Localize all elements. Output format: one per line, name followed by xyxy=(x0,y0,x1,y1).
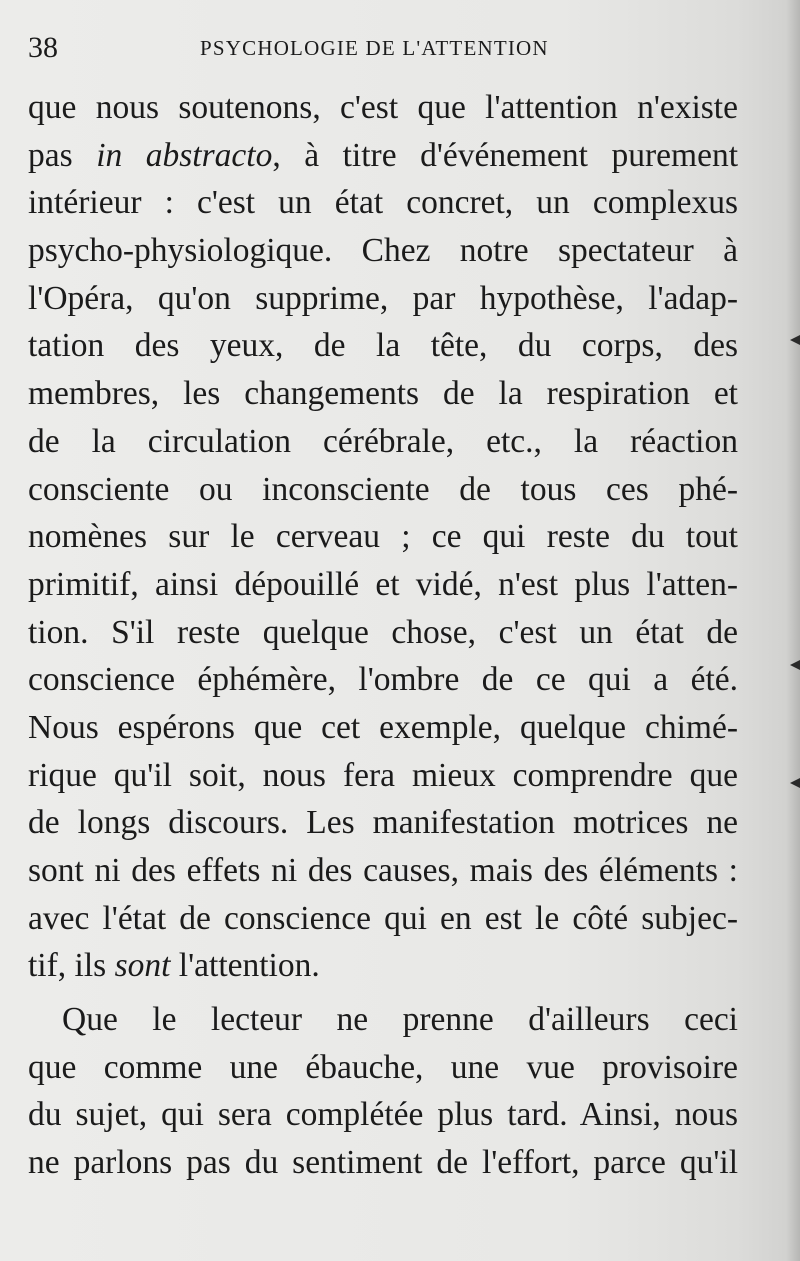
text-line: Nous espérons que cet exemple, quelque chimé- xyxy=(28,708,738,746)
text-segment: tif, ils xyxy=(28,947,107,985)
page-edge-shadow xyxy=(786,0,800,1261)
text-line: tion. S'il reste quelque chose, c'est un état de xyxy=(28,613,738,651)
page-header xyxy=(28,30,738,66)
text-segment: l'attention. xyxy=(178,947,320,985)
running-title: PSYCHOLOGIE DE L'ATTENTION xyxy=(200,36,549,60)
text-segment: pas xyxy=(28,136,73,174)
text-line: Que le lecteur ne prenne d'ailleurs ceci xyxy=(62,1001,738,1039)
italic-word: sont xyxy=(114,947,171,985)
text-line: psycho-physiologique. Chez notre spectateur à xyxy=(28,232,738,270)
text-segment: , à titre d'événement purement xyxy=(272,136,738,174)
text-line: avec l'état de conscience qui en est le côté subjec- xyxy=(28,899,738,937)
italic-phrase: in abstracto xyxy=(96,136,273,174)
text-line xyxy=(28,132,738,180)
margin-marker-icon xyxy=(790,778,800,788)
text-line: du sujet, qui sera complétée plus tard. Ainsi, nous xyxy=(28,1096,738,1134)
margin-marker-icon xyxy=(790,660,800,670)
text-line: conscience éphémère, l'ombre de ce qui a été. xyxy=(28,661,738,699)
text-line xyxy=(28,942,738,990)
text-line: consciente ou inconsciente de tous ces phé- xyxy=(28,470,738,508)
page-number: 38 xyxy=(28,31,58,64)
text-line: tation des yeux, de la tête, du corps, des xyxy=(28,327,738,365)
margin-marker-icon xyxy=(790,335,800,345)
body-text xyxy=(28,84,738,1187)
text-line: sont ni des effets ni des causes, mais des éléments : xyxy=(28,852,738,889)
text-line: primitif, ainsi dépouillé et vidé, n'est plus l'atten- xyxy=(28,565,738,603)
text-line: membres, les changements de la respiration et xyxy=(28,375,738,413)
text-line: ne parlons pas du sentiment de l'effort, parce qu'il xyxy=(28,1144,738,1182)
text-line: nomènes sur le cerveau ; ce qui reste du tout xyxy=(28,518,738,556)
text-line: que nous soutenons, c'est que l'attention n'existe xyxy=(28,89,738,126)
text-line: de longs discours. Les manifestation motrices ne xyxy=(28,804,738,842)
text-line: de la circulation cérébrale, etc., la réaction xyxy=(28,422,738,460)
text-line: intérieur : c'est un état concret, un complexus xyxy=(28,184,738,222)
text-line: l'Opéra, qu'on supprime, par hypothèse, l'adap- xyxy=(28,279,738,317)
text-line: que comme une ébauche, une vue provisoire xyxy=(28,1048,738,1086)
text-line: rique qu'il soit, nous fera mieux comprendre que xyxy=(28,756,738,794)
